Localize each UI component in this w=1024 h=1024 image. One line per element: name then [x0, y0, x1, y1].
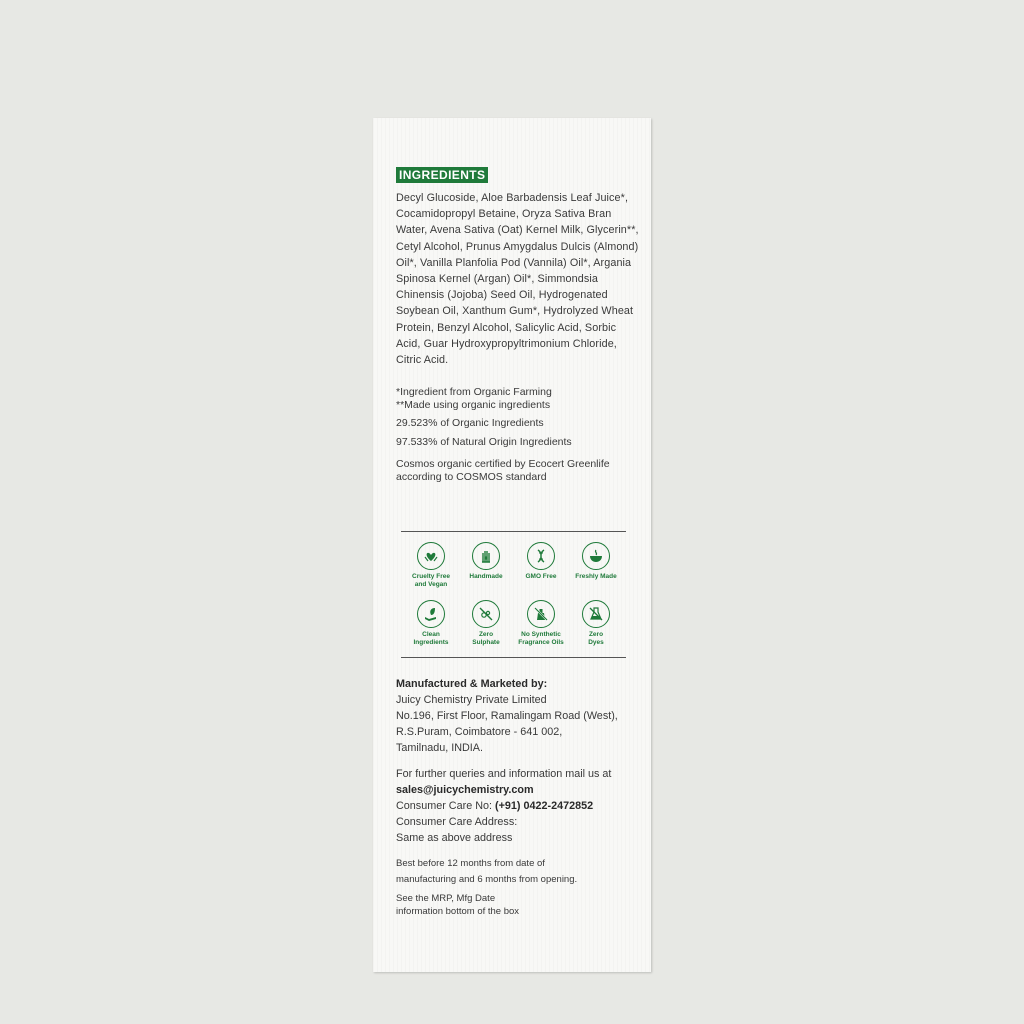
badge-label-2: Sulphate: [472, 639, 500, 646]
cert-line-1: Cosmos organic certified by Ecocert Greenlife: [396, 458, 610, 471]
badge-handmade: [456, 542, 516, 581]
badge-zero-dyes: [566, 600, 626, 647]
natural-percentage: 97.533% of Natural Origin Ingredients: [396, 435, 572, 448]
badge-label-2: Fragrance Oils: [518, 639, 564, 646]
best-before-1: Best before 12 months from date of: [396, 858, 545, 869]
badge-label-1: GMO Free: [525, 573, 557, 580]
mfg-address-1: No.196, First Floor, Ramalingam Road (West),: [396, 710, 618, 722]
ingredients-list: Decyl Glucoside, Aloe Barbadensis Leaf Juice*, Cocamidopropyl Betaine, Oryza Sativa Bran Water, Avena Sativa (Oat) Kernel Milk, Glycerin**, Cetyl Alcohol, Prunus Amygdalus Dulcis (Almond) Oil*, Vanilla Planfolia Pod (Vannila) Oil*, Argania Spinosa Kernel (Argan) Oil*, Simmondsia Chinensis (Jojoba) Seed Oil, Hydrogenated Soybean Oil, Xanthum Gum*, Hydrolyzed Wheat Protein, Benzyl Alcohol, Salicylic Acid, Sorbic Acid, Guar Hydroxypropyltrimonium Chloride, Citric Acid.: [396, 192, 639, 367]
organic-farming-note: *Ingredient from Organic Farming: [396, 386, 552, 399]
product-box-panel: [373, 118, 651, 972]
badge-freshly-made: [566, 542, 626, 581]
mfg-title: Manufactured & Marketed by:: [396, 678, 548, 690]
consumer-care-line: [396, 798, 646, 814]
bowl-icon: [582, 542, 610, 570]
email-address: sales@juicychemistry.com: [396, 784, 534, 796]
care-address: Same as above address: [396, 832, 513, 844]
badge-label-1: Zero: [588, 631, 604, 638]
ingredients-section: [396, 166, 641, 483]
no-sulphate-icon: [472, 600, 500, 628]
ingredients-heading: INGREDIENTS: [396, 167, 488, 183]
badge-cruelty-free: [401, 542, 461, 589]
certification-note: [396, 458, 641, 483]
badge-label-1: Cruelty Free: [412, 573, 450, 580]
badge-clean-ingredients: [401, 600, 461, 647]
badge-label-2: and Vegan: [414, 581, 448, 588]
leaf-hand-icon: [417, 600, 445, 628]
mfg-company: Juicy Chemistry Private Limited: [396, 694, 547, 706]
badge-label-2: Dyes: [588, 639, 604, 646]
badge-label-1: Clean: [422, 631, 440, 638]
care-number: (+91) 0422-2472852: [495, 800, 594, 812]
no-dye-icon: [582, 600, 610, 628]
queries-text: For further queries and information mail us at: [396, 768, 612, 780]
badge-label-2: Ingredients: [413, 639, 449, 646]
badge-no-synthetic-fragrance: [511, 600, 571, 647]
see-mrp-1: See the MRP, Mfg Date: [396, 893, 496, 904]
badge-label-1: Zero: [478, 631, 494, 638]
dna-icon: [527, 542, 555, 570]
best-before-2: manufacturing and 6 months from opening.: [396, 874, 578, 885]
no-fragrance-icon: [527, 600, 555, 628]
badge-gmo-free: [511, 542, 571, 581]
mfg-address-2: R.S.Puram, Coimbatore - 641 002,: [396, 726, 563, 738]
mfg-address-3: Tamilnadu, INDIA.: [396, 742, 484, 754]
care-label: Consumer Care No:: [396, 800, 496, 812]
feature-badges: [401, 531, 626, 658]
organic-notes: [396, 386, 641, 411]
badge-label-1: Freshly Made: [575, 573, 617, 580]
see-mrp-2: information bottom of the box: [396, 906, 520, 917]
badge-label-1: No Synthetic: [521, 631, 561, 638]
hand-icon: [472, 542, 500, 570]
heart-hands-icon: [417, 542, 445, 570]
organic-made-note: **Made using organic ingredients: [396, 398, 551, 411]
manufacturer-section: [396, 676, 646, 918]
cert-line-2: according to COSMOS standard: [396, 470, 547, 483]
organic-percentage: 29.523% of Organic Ingredients: [396, 417, 544, 430]
badge-label-1: Handmade: [469, 573, 503, 580]
care-address-label: Consumer Care Address:: [396, 816, 518, 828]
badge-zero-sulphate: [456, 600, 516, 647]
